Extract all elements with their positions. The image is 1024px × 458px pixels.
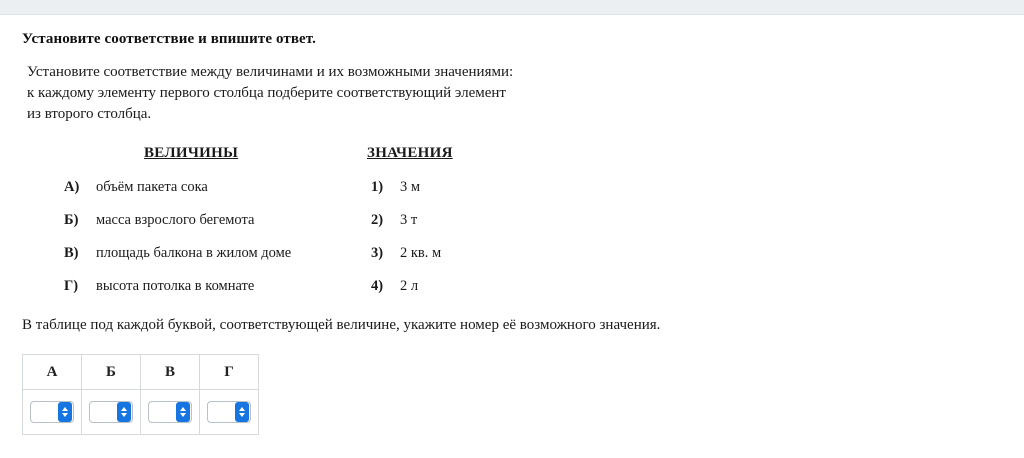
answer-header-g: Г bbox=[200, 355, 259, 390]
left-item-text-a: объём пакета сока bbox=[96, 179, 208, 195]
left-item-text-g: высота потолка в комнате bbox=[96, 278, 255, 294]
answer-select-g[interactable] bbox=[207, 401, 251, 423]
answer-select-a[interactable] bbox=[30, 401, 74, 423]
matching-row bbox=[22, 245, 1024, 278]
intro-line-1: Установите соответствие между величинами и их возможными значениями: bbox=[27, 64, 514, 80]
answer-table bbox=[22, 354, 259, 435]
answer-header-v: В bbox=[141, 355, 200, 390]
left-item-text-v: площадь балкона в жилом доме bbox=[96, 245, 292, 261]
right-item-label-1: 1) bbox=[371, 179, 384, 195]
left-item-label-a: А) bbox=[64, 179, 80, 195]
answer-cell-a bbox=[23, 390, 82, 435]
left-column-header: ВЕЛИЧИНЫ bbox=[144, 145, 239, 161]
right-item-text-3: 2 кв. м bbox=[400, 245, 442, 261]
answer-select-wrap-a bbox=[30, 401, 74, 423]
right-item-text-4: 2 л bbox=[400, 278, 419, 294]
right-item-label-2: 2) bbox=[371, 212, 384, 228]
right-item-text-2: 3 т bbox=[400, 212, 418, 228]
answer-select-v[interactable] bbox=[148, 401, 192, 423]
top-bar bbox=[0, 0, 1024, 15]
answer-cell-b bbox=[82, 390, 141, 435]
left-item-label-b: Б) bbox=[64, 212, 79, 228]
answer-table-input-row bbox=[23, 390, 259, 435]
left-item-label-g: Г) bbox=[64, 278, 79, 294]
answer-table-header-row bbox=[23, 355, 259, 390]
answer-instruction: В таблице под каждой буквой, соответствующей величине, укажите номер её возможного значения. bbox=[22, 317, 661, 333]
matching-row bbox=[22, 212, 1024, 245]
answer-header-a: А bbox=[23, 355, 82, 390]
matching-row bbox=[22, 278, 1024, 311]
answer-select-wrap-g bbox=[207, 401, 251, 423]
matching-row bbox=[22, 179, 1024, 212]
right-item-text-1: 3 м bbox=[400, 179, 421, 195]
answer-header-b: Б bbox=[82, 355, 141, 390]
columns-header-row bbox=[22, 145, 1024, 167]
right-item-label-4: 4) bbox=[371, 278, 384, 294]
task-page bbox=[0, 15, 1024, 435]
left-item-label-v: В) bbox=[64, 245, 79, 261]
answer-select-b[interactable] bbox=[89, 401, 133, 423]
answer-cell-v bbox=[141, 390, 200, 435]
right-item-label-3: 3) bbox=[371, 245, 384, 261]
left-item-text-b: масса взрослого бегемота bbox=[96, 212, 255, 228]
answer-cell-g bbox=[200, 390, 259, 435]
page-title: Установите соответствие и впишите ответ. bbox=[22, 31, 316, 47]
intro-line-2: к каждому элементу первого столбца подберите соответствующий элемент bbox=[27, 85, 506, 101]
task-intro bbox=[27, 62, 1024, 125]
answer-select-wrap-b bbox=[89, 401, 133, 423]
answer-select-wrap-v bbox=[148, 401, 192, 423]
matching-pairs bbox=[22, 179, 1024, 311]
intro-line-3: из второго столбца. bbox=[27, 106, 152, 122]
right-column-header: ЗНАЧЕНИЯ bbox=[367, 145, 453, 161]
